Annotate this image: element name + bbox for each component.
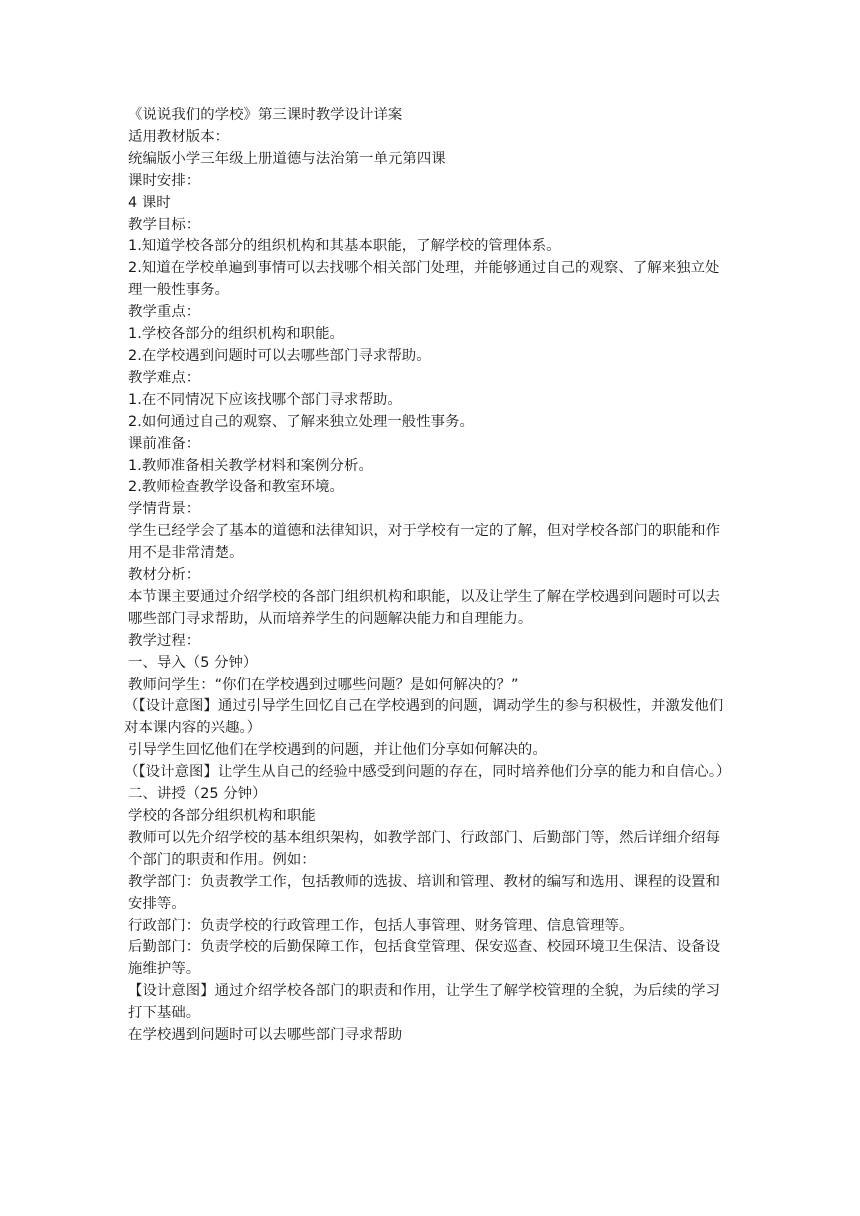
text-teacher-question: 教师问学生：“你们在学校遇到过哪些问题？是如何解决的？” xyxy=(128,676,519,693)
preparation-2: 2.教师检查教学设备和教室环境。 xyxy=(128,479,344,496)
key-point-2: 2.在学校遇到问题时可以去哪些部门寻求帮助。 xyxy=(128,347,431,364)
text-teaching-department: 教学部门：负责教学工作，包括教师的选拔、培训和管理、教材的编写和选用、课程的设置和安排等。 xyxy=(128,873,721,912)
subheading-seek-help: 在学校遇到问题时可以去哪些部门寻求帮助 xyxy=(128,1027,403,1044)
text-textbook-version: 统编版小学三年级上册道德与法治第一单元第四课 xyxy=(128,150,446,167)
design-intent-2: （【设计意图】让学生从自己的经验中感受到问题的存在，同时培养他们分享的能力和自信心。） xyxy=(124,764,731,781)
section-introduction: 一、导入（5 分钟） xyxy=(128,654,258,671)
subheading-school-organization: 学校的各部分组织机构和职能 xyxy=(128,808,316,824)
heading-preparation: 课前准备： xyxy=(128,435,201,452)
document-title: 《说说我们的学校》第三课时教学设计详案 xyxy=(128,107,403,123)
design-intent-3: 【设计意图】通过介绍学校各部门的职责和作用，让学生了解学校管理的全貌，为后续的学习打下基础。 xyxy=(128,983,721,1022)
design-intent-1: （【设计意图】通过引导学生回忆自己在学校遇到的问题，调动学生的参与积极性，并激发他们对本课内容的兴趣。） xyxy=(124,698,724,737)
difficulty-1: 1.在不同情况下应该找哪个部门寻求帮助。 xyxy=(128,391,402,408)
text-class-schedule: 4 课时 xyxy=(128,194,171,211)
text-logistics-department: 后勤部门：负责学校的后勤保障工作，包括食堂管理、保安巡查、校园环境卫生保洁、设备设施维护等。 xyxy=(128,939,721,978)
heading-material-analysis: 教材分析： xyxy=(128,567,201,584)
document-body xyxy=(124,105,732,1047)
difficulty-2: 2.如何通过自己的观察、了解来独立处理一般性事务。 xyxy=(128,413,474,430)
text-student-background: 学生已经学会了基本的道德和法律知识，对于学校有一定的了解，但对学校各部门的职能和作用不是非常清楚。 xyxy=(128,523,721,562)
heading-student-background: 学情背景： xyxy=(128,501,201,518)
text-guide-students: 引导学生回忆他们在学校遇到的问题，并让他们分享如何解决的。 xyxy=(128,742,547,759)
heading-key-points: 教学重点： xyxy=(128,304,201,321)
goal-item-2: 2.知道在学校单遍到事情可以去找哪个相关部门处理，并能够通过自己的观察、了解来独立处理一般性事务。 xyxy=(128,260,720,299)
heading-difficulties: 教学难点： xyxy=(128,369,201,386)
preparation-1: 1.教师准备相关教学材料和案例分析。 xyxy=(128,457,373,474)
text-organization-intro: 教师可以先介绍学校的基本组织架构，如教学部门、行政部门、后勤部门等，然后详细介绍每个部门的职责和作用。例如： xyxy=(128,829,721,868)
heading-teaching-process: 教学过程： xyxy=(128,632,201,649)
key-point-1: 1.学校各部分的组织机构和职能。 xyxy=(128,326,344,343)
heading-teaching-goals: 教学目标： xyxy=(128,216,201,233)
goal-item-1: 1.知道学校各部分的组织机构和其基本职能，了解学校的管理体系。 xyxy=(128,238,561,255)
text-material-analysis: 本节课主要通过介绍学校的各部门组织机构和职能，以及让学生了解在学校遇到问题时可以去哪些部门寻求帮助，从而培养学生的问题解决能力和自理能力。 xyxy=(128,588,721,627)
heading-class-schedule: 课时安排： xyxy=(128,172,201,189)
heading-textbook-version: 适用教材版本： xyxy=(128,128,230,145)
section-lecture: 二、讲授（25 分钟） xyxy=(128,786,267,803)
text-admin-department: 行政部门：负责学校的行政管理工作，包括人事管理、财务管理、信息管理等。 xyxy=(128,917,634,934)
